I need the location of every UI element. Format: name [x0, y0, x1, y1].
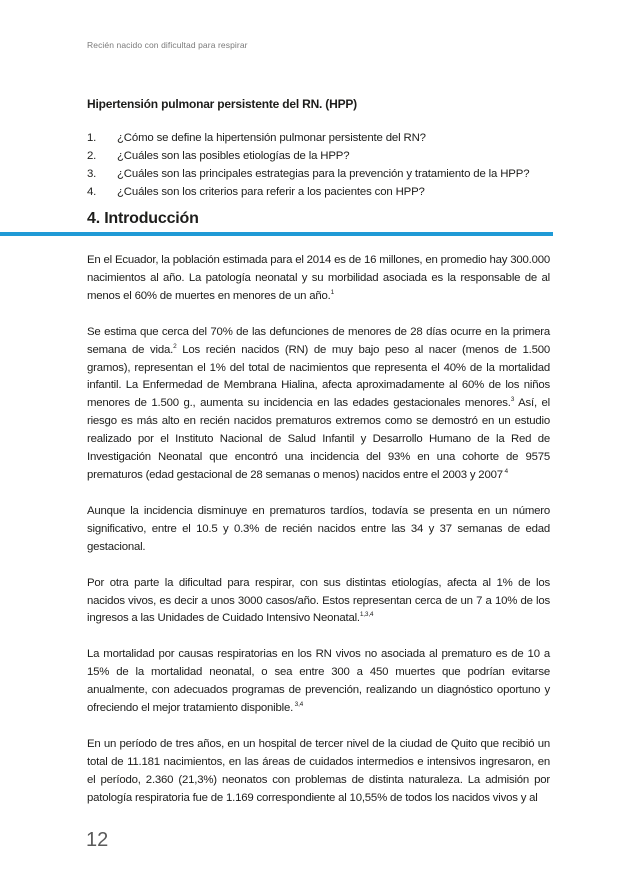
running-header: Recién nacido con dificultad para respirar	[87, 40, 248, 50]
paragraph	[87, 575, 550, 629]
question-item	[87, 183, 557, 201]
paragraph-text: Por otra parte la dificultad para respirar, con sus distintas etiologías, afecta al 1% de los nacidos vivos, es decir a unos 3000 casos/año. Estos representan cerca de un 7 a 10% de los ingresos a las Unidades de Cuidado Intensivo Neonatal.	[87, 576, 550, 625]
question-text: ¿Cómo se define la hipertensión pulmonar persistente del RN?	[117, 132, 426, 144]
section-heading: 4. Introducción	[87, 210, 199, 227]
footnote-ref: 4	[502, 467, 508, 475]
paragraph-text: Aunque la incidencia disminuye en prematuros tardíos, todavía se presenta en un número significativo, entre el 10.5 y 0.3% de recién nacidos entre las 34 y 37 semanas de edad gestacional.	[87, 504, 550, 553]
question-text: ¿Cuáles son las posibles etiologías de la HPP?	[117, 150, 350, 162]
footnote-ref: 1,3,4	[359, 611, 374, 619]
section-divider	[0, 232, 553, 236]
question-number: 3.	[87, 168, 97, 180]
question-number: 1.	[87, 132, 97, 144]
paragraph-text: Los recién nacidos (RN) de muy bajo peso al nacer (menos de 1.500 gramos), representan el 1% del total de nacimientos que representa el 40% de la mortalidad infantil. La Enfermedad de Membrana Hialina, afecta aproximadamente al 60% de los niños menores de 1.500 g., aumenta su incidencia en las edades gestacionales menores.	[87, 343, 550, 410]
question-number: 2.	[87, 150, 97, 162]
paragraph	[87, 736, 550, 808]
paragraph-text: En un período de tres años, en un hospital de tercer nivel de la ciudad de Quito que recibió un total de 11.181 nacimientos, en las áreas de cuidados intermedios e intensivos ingresaron, en el período, 2.360 (21,3%) neonatos con problemas de distinta naturaleza. La admisión por patología respiratoria fue de 1.169 correspondiente al 10,55% de todos los nacidos vivos y al	[87, 737, 550, 804]
questions-list	[87, 129, 557, 201]
question-number: 4.	[87, 186, 97, 198]
paragraph-text: La mortalidad por causas respiratorias en los RN vivos no asociada al prematuro es de 10 a 15% de la mortalidad neonatal, o sea entre 300 a 450 muertes que podrían evitarse anualmente, con adecuados programas de prevención, realizando un diagnóstico oportuno y ofreciendo el mejor tratamiento disponible.	[87, 648, 550, 715]
paragraph	[87, 503, 550, 557]
paragraph	[87, 324, 550, 485]
paragraph-text: En el Ecuador, la población estimada para el 2014 es de 16 millones, en promedio hay 300.000 nacimientos al año. La patología neonatal y su morbilidad asociada es la responsable de al menos el 60% de muertes en menores de un año.	[87, 254, 550, 302]
footnote-ref: 1	[330, 288, 335, 296]
question-text: ¿Cuáles son las principales estrategias para la prevención y tratamiento de la HPP?	[117, 168, 530, 180]
paragraph	[87, 252, 550, 306]
paragraph-text: Así, el riesgo es más alto en recién nacidos prematuros extremos como se demostró en un estudio realizado por el Instituto Nacional de Salud Infantil y Desarrollo Humano de la Red de Investigación Neonatal que encontró una incidencia del 93% en una cohorte de 9575 prematuros (edad gestacional de 28 semanas o menos) nacidos entre el 2003 y 2007	[87, 397, 551, 481]
footnote-ref: 3,4	[293, 701, 304, 709]
paragraph	[87, 646, 550, 718]
question-text: ¿Cuáles son los criterios para referir a los pacientes con HPP?	[117, 186, 425, 198]
body-text	[87, 252, 550, 826]
footnote-ref: 3	[510, 396, 515, 404]
paragraph-text: Se estima que cerca del 70% de las defunciones de menores de 28 días ocurre en la primera semana de vida.	[87, 325, 550, 356]
question-item	[87, 165, 557, 183]
page-number: 12	[86, 829, 109, 851]
hpp-title: Hipertensión pulmonar persistente del RN. (HPP)	[87, 97, 357, 111]
footnote-ref: 2	[173, 342, 177, 350]
question-item	[87, 129, 557, 147]
question-item	[87, 147, 557, 165]
